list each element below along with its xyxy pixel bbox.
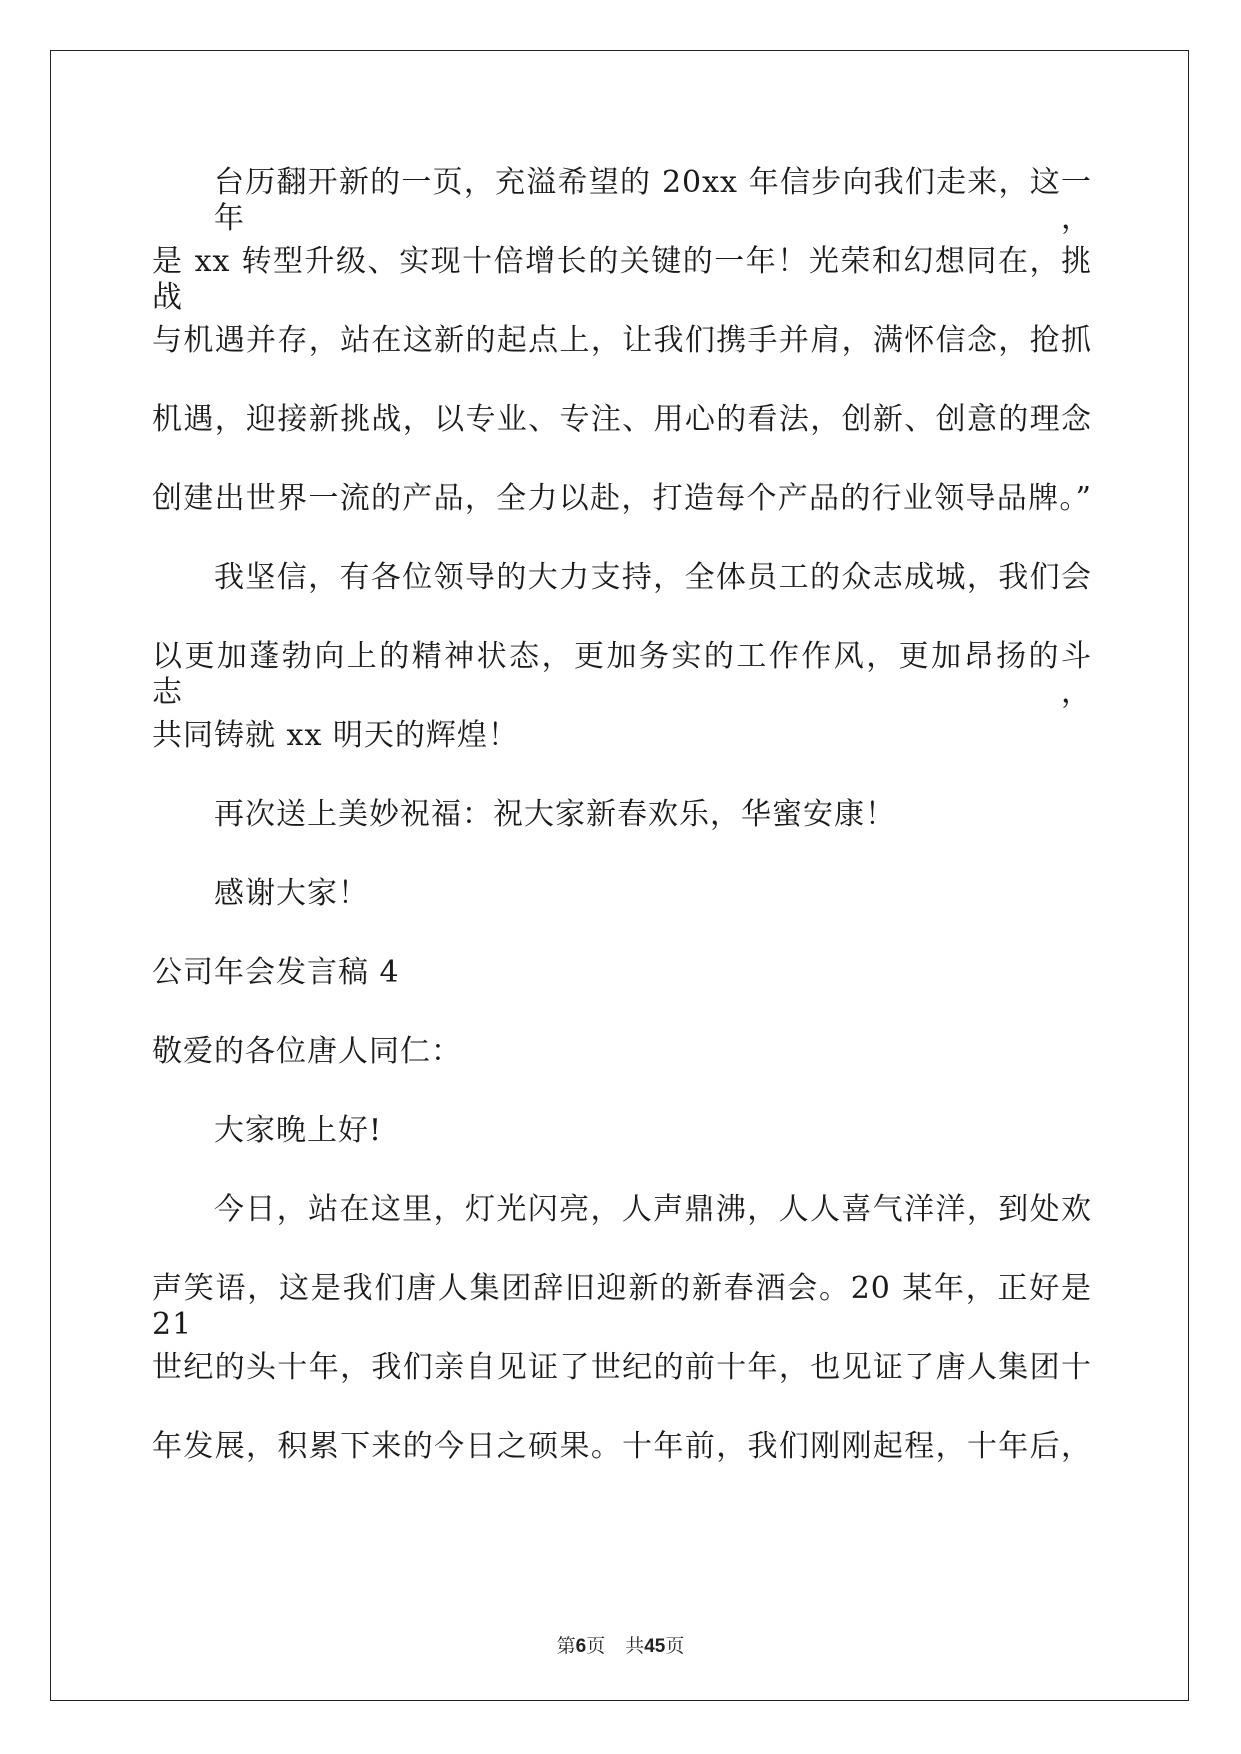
text-line: 感谢大家！ — [214, 876, 369, 911]
page-number: 6 — [575, 1636, 587, 1657]
text-line: 机遇，迎接新挑战，以专业、专注、用心的看法，创新、创意的理念 — [152, 402, 1092, 437]
text-line: 再次送上美妙祝福：祝大家新春欢乐，华蜜安康！ — [214, 797, 896, 832]
salutation: 敬爱的各位唐人同仁： — [152, 1034, 462, 1069]
total-pages: 45 — [644, 1636, 666, 1657]
footer-page-suffix: 页 — [586, 1635, 606, 1657]
footer-total-suffix: 页 — [665, 1635, 685, 1657]
text-line: 创建出世界一流的产品，全力以赴，打造每个产品的行业领导品牌。” — [152, 481, 1092, 516]
page-footer — [0, 1634, 1241, 1659]
text-line: 世纪的头十年，我们亲自见证了世纪的前十年，也见证了唐人集团十 — [152, 1350, 1092, 1385]
section-heading: 公司年会发言稿 4 — [152, 955, 400, 990]
text-line: 我坚信，有各位领导的大力支持，全体员工的众志成城，我们会 — [214, 560, 1092, 595]
text-line: 以更加蓬勃向上的精神状态，更加务实的工作作风，更加昂扬的斗志， — [152, 639, 1092, 710]
greeting: 大家晚上好! — [214, 1113, 383, 1148]
text-line: 台历翻开新的一页，充溢希望的 20xx 年信步向我们走来，这一年， — [214, 165, 1092, 236]
text-line: 共同铸就 xx 明天的辉煌！ — [152, 718, 519, 753]
footer-prefix: 第 — [556, 1635, 576, 1657]
text-line: 与机遇并存，站在这新的起点上，让我们携手并肩，满怀信念，抢抓 — [152, 323, 1092, 358]
footer-total-prefix: 共 — [625, 1635, 645, 1657]
document-body — [152, 165, 1092, 1508]
text-line: 声笑语，这是我们唐人集团辞旧迎新的新春酒会。20 某年，正好是 21 — [152, 1271, 1092, 1342]
text-line: 是 xx 转型升级、实现十倍增长的关键的一年！光荣和幻想同在，挑战 — [152, 244, 1092, 315]
text-line: 年发展，积累下来的今日之硕果。十年前，我们刚刚起程，十年后， — [152, 1429, 1092, 1464]
text-line: 今日，站在这里，灯光闪亮，人声鼎沸，人人喜气洋洋，到处欢 — [214, 1192, 1092, 1227]
